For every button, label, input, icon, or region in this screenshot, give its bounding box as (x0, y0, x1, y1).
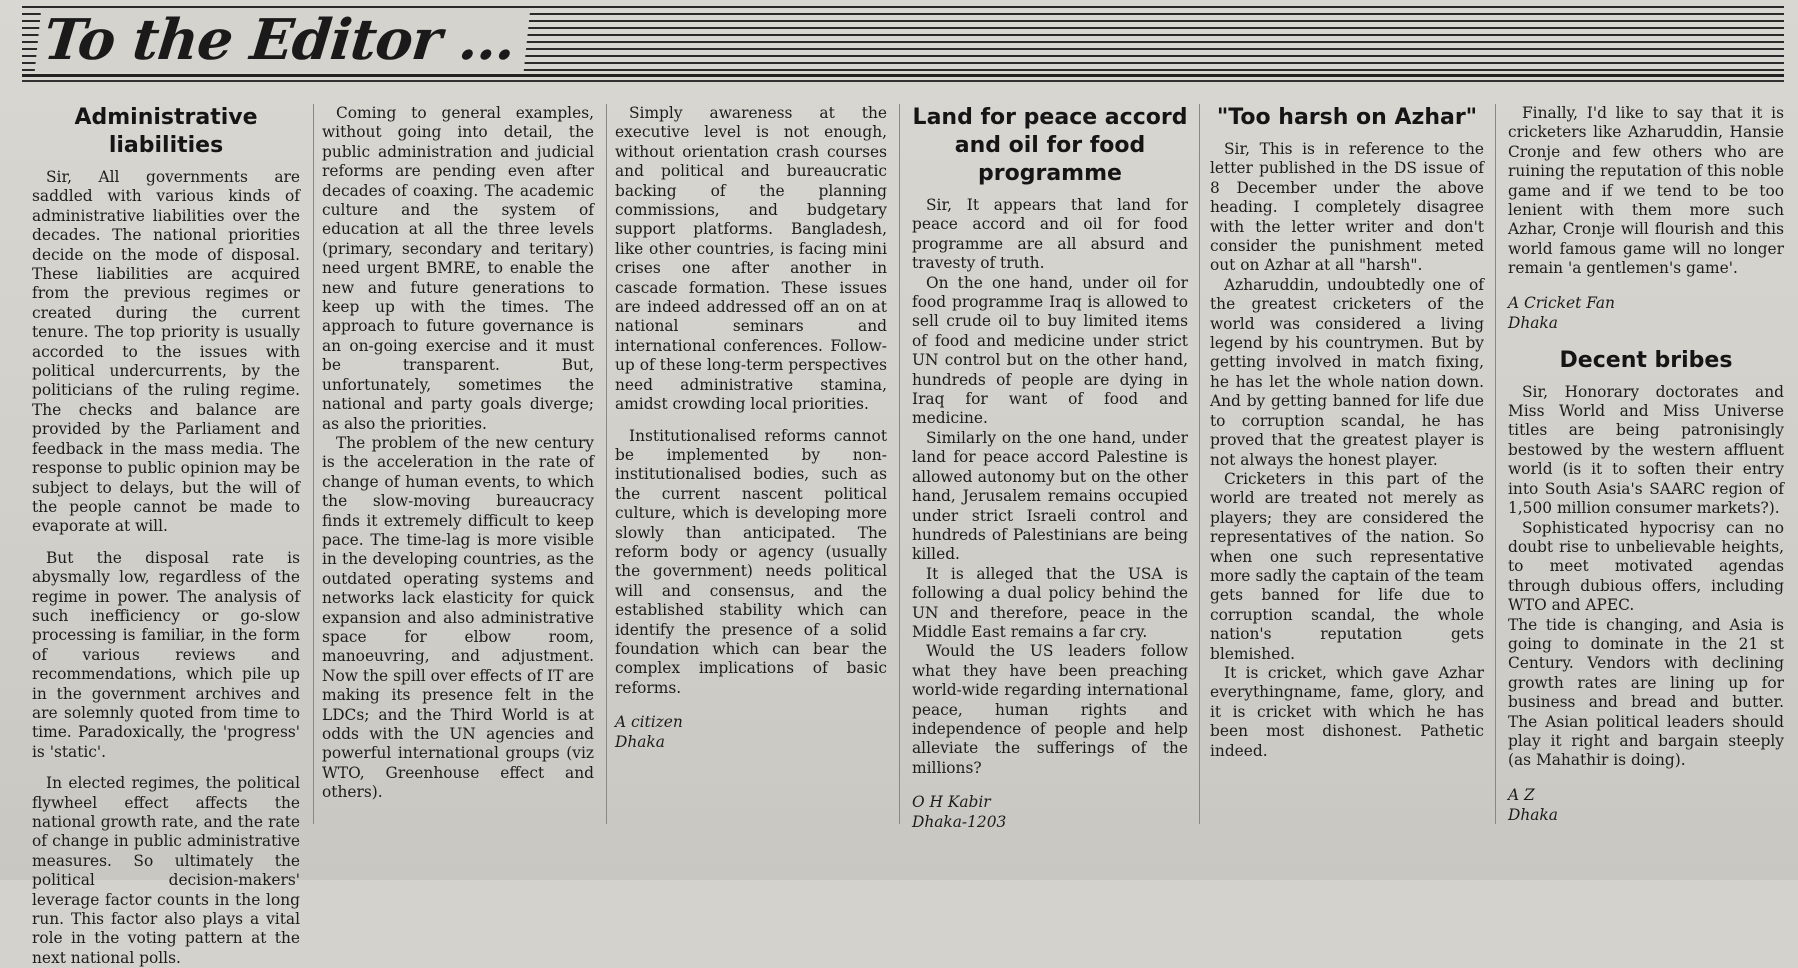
masthead (22, 6, 1784, 77)
column-divider (899, 104, 900, 824)
signature-name: A citizen (615, 713, 683, 732)
letter-paragraph: Institutionalised reforms cannot be implemented by non-institutionalised bodies, such as the current nascent political culture, which is developing more slowly than anticipated. The reform body or agency (usually the government) needs political will and consensus, and the established stability which can identify the presence of a solid foundation which can bear the complex implications of basic reforms. (615, 426, 887, 697)
article-column (1210, 104, 1484, 761)
column-divider (1199, 104, 1200, 824)
signature-place: Dhaka (1508, 313, 1558, 332)
column-divider (313, 104, 314, 824)
article-column (615, 104, 887, 752)
column-divider (1495, 104, 1496, 824)
letter-paragraph: Azharuddin, undoubtedly one of the greatest cricketers of the world was considered a living legend by his countrymen. But by getting involved in match fixing, he has let the whole nation down. And by getting banned for life due to corruption scandal, he has proved that the greatest player is not always the honest player. (1210, 275, 1484, 469)
letter-headline: Administrative liabilities (74, 105, 258, 158)
article-column (322, 104, 594, 803)
letter-paragraph: In elected regimes, the political flywheel effect affects the national growth rate, and the rate of change in public administrative measures. So ultimately the political decision-makers' leverage factor counts in the long run. This factor also plays a vital role in the voting pattern at the next national polls. (32, 774, 300, 967)
article-column (912, 104, 1188, 832)
section-title: To the Editor ... (35, 8, 530, 72)
letter-paragraph: The problem of the new century is the acceleration in the rate of change of human events, to which the slow-moving bureaucracy finds it extremely difficult to keep pace. The time-lag is more visible in the developing countries, as the outdated operating systems and networks lack elasticity for quick expansion and also administrative space for elbow room, manoeuvring, and adjustment. Now the spill over effects of IT are making its presence felt in the LDCs; and the Third World is at odds with the UN agencies and powerful international groups (viz WTO, Greenhouse effect and others). (322, 433, 594, 802)
letter-paragraph: Similarly on the one hand, under land for peace accord Palestine is allowed autonomy but on the other hand, Jerusalem remains occupied under strict Israeli control and hundreds of Palestinians are being killed. (912, 428, 1188, 564)
column-divider (606, 104, 607, 824)
letter-paragraph: It is alleged that the USA is following a dual policy behind the UN and therefore, peace in the Middle East remains a far cry. (912, 564, 1188, 641)
signature-name: O H Kabir (912, 793, 991, 812)
letter-paragraph: Would the US leaders follow what they have been preaching world-wide regarding international peace, human rights and independence of people and help alleviate the sufferings of the millions? (912, 642, 1188, 777)
letter-paragraph: Sophisticated hypocrisy can no doubt rise to unbelievable heights, to meet motivated agendas through dubious offers, including WTO and APEC. (1508, 518, 1784, 615)
article-column (1508, 104, 1784, 825)
letter-paragraph: But the disposal rate is abysmally low, regardless of the regime in power. The analysis of such inefficiency or go-slow processing is familiar, in the form of various reviews and recommendations, which pile up in the government archives and are solemnly quoted from time to time. Paradoxically, the 'progress' is 'static'. (32, 548, 300, 761)
letter-paragraph: Finally, I'd like to say that it is cricketers like Azharuddin, Hansie Cronje and few others who are ruining the reputation of this noble game and if we tend to be too lenient with them more such Azhar, Cronje will flourish and this world famous game will no longer remain 'a gentlemen's game'. (1508, 104, 1784, 278)
signature-place: Dhaka-1203 (912, 813, 1007, 832)
letter-paragraph: It is cricket, which gave Azhar everythingname, fame, glory, and it is cricket with which he has been most dishonest. Pathetic indeed. (1210, 663, 1484, 760)
letter-paragraph: Sir, Honorary doctorates and Miss World and Miss Universe titles are being patronisingly bestowed by the western affluent world (is it to soften their entry into South Asia's SAARC region of 1,500 million consumer markets?). (1508, 382, 1784, 518)
letter-paragraph: Coming to general examples, without going into detail, the public administration and judicial reforms are pending even after decades of coaxing. The academic culture and the system of education at all the three levels (primary, secondary and teritary) need urgent BMRE, to enable the new and future generations to keep up with the times. The approach to future governance is an on-going exercise and it must be transparent. But, unfortunately, sometimes the national and party goals diverge; as also the priorities. (322, 104, 594, 433)
letter-headline: Decent bribes (1559, 347, 1733, 373)
article-column (32, 104, 300, 968)
signature-place: Dhaka (1508, 805, 1558, 824)
letter-paragraph: Simply awareness at the executive level is not enough, without orientation crash courses and political and bureaucratic backing of the planning commissions, and budgetary support platforms. Bangladesh, like other countries, is facing mini crises one after another in cascade formation. These issues are indeed addressed off an on at national seminars and international conferences. Follow-up of these long-term perspectives need administrative stamina, amidst crowding local priorities. (615, 104, 887, 414)
letter-paragraph: Sir, This is in reference to the letter published in the DS issue of 8 December under the above heading. I completely disagree with the letter writer and don't consider the punishment meted out on Azhar at all "harsh". (1210, 140, 1484, 275)
letter-paragraph: Sir, All governments are saddled with various kinds of administrative liabilities over the decades. The national priorities decide on the mode of disposal. These liabilities are acquired from the previous regimes or created during the current tenure. The top priority is usually accorded to the issues with political undercurrents, by the politicians of the ruling regime. The checks and balance are provided by the Parliament and feedback in the mass media. The response to public opinion may be subject to delays, but the will of the people cannot be made to evaporate at will. (32, 168, 300, 536)
masthead-rule (22, 80, 1784, 82)
signature-place: Dhaka (615, 733, 665, 752)
letter-headline: "Too harsh on Azhar" (1216, 105, 1478, 130)
letter-paragraph: The tide is changing, and Asia is going to dominate in the 21 st Century. Vendors with declining growth rates are lining up for business and bread and butter. The Asian political leaders should play it right and bargain steeply (as Mahathir is doing). (1508, 615, 1784, 770)
letter-paragraph: On the one hand, under oil for food programme Iraq is allowed to sell crude oil to buy limited items of food and medicine under strict UN control but on the other hand, hundreds of people are dying in Iraq for want of food and medicine. (912, 273, 1188, 428)
letter-headline: Land for peace accord and oil for food programme (912, 105, 1188, 186)
letter-paragraph: Sir, It appears that land for peace accord and oil for food programme are all absurd and travesty of truth. (912, 196, 1188, 273)
signature-name: A Z (1508, 785, 1535, 804)
letter-paragraph: Cricketers in this part of the world are treated not merely as players; they are considered the representatives of the nation. So when one such representative more sadly the captain of the team gets banned for life due to corruption scandal, the whole nation's reputation gets blemished. (1210, 469, 1484, 663)
signature-name: A Cricket Fan (1508, 293, 1615, 312)
